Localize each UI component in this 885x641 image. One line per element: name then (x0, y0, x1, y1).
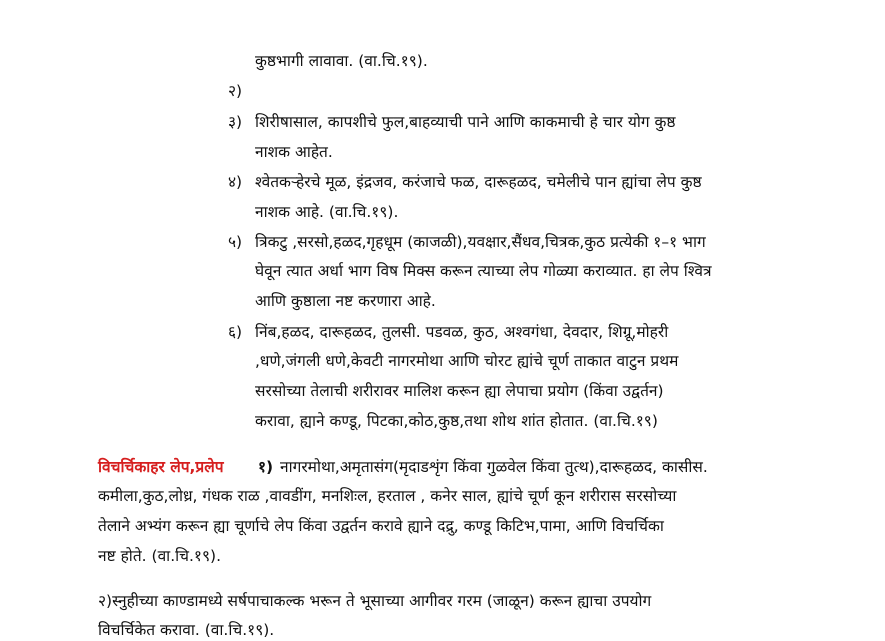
section-first-number: १) (258, 458, 274, 476)
item-3-line-2: नाशक आहेत. (255, 143, 333, 161)
item-number-4: ४) (228, 173, 243, 191)
item-number-2: २) (228, 82, 243, 100)
item-6-line-2: ,धणे,जंगली धणे,केवटी नागरमोथा आणि चोरट ह्यांचे चूर्ण ताकात वाटुन प्रथम (255, 352, 679, 370)
section-line-2: कमीला,कुठ,लोध्र, गंधक राळ ,वावडींग, मनशिःल, हरताल , कनेर साल, ह्यांचे चूर्ण कून शरीरास सरसोच्या (98, 487, 677, 505)
item-5-line-2: घेवून त्यात अर्धा भाग विष मिक्स करून त्याच्या लेप गोळ्या कराव्यात. हा लेप श्वित्र (255, 262, 712, 280)
section-line-1: नागरमोथा,अमृतासंग(मृदाडशृंग किंवा गुळवेल किंवा तुत्थ),दारूहळद, कासीस. (280, 458, 708, 476)
item-5-line-3: आणि कुष्ठाला नष्ट करणारा आहे. (255, 292, 436, 310)
section-line-3: तेलाने अभ्यंग करून ह्या चूर्णाचे लेप किंवा उद्वर्तन करावे ह्याने दद्रु, कण्डू किटिभ,पामा, आणि विचर्चिका (98, 517, 664, 535)
item-number-6: ६) (228, 323, 243, 341)
section-heading: विचर्चिकाहर लेप,प्रलेप (98, 458, 224, 476)
item-number-3: ३) (228, 113, 243, 131)
item-4-line-2: नाशक आहे. (वा.चि.१९). (255, 203, 399, 221)
item-6-line-3: सरसोच्या तेलाची शरीरावर मालिश करून ह्या लेपाचा प्रयोग (किंवा उद्वर्तन) (255, 382, 664, 400)
para-2-line-2: विचर्चिकेत करावा. (वा.चि.१९). (98, 621, 275, 639)
item-3-line-1: शिरीषासाल, कापशीचे फुल,बाहव्याची पाने आणि काकमाची हे चार योग कुष्ठ (255, 113, 676, 131)
item-6-line-1: निंब,हळद, दारूहळद, तुलसी. पडवळ, कुठ, अश्वगंधा, देवदार, शिग्रू,मोहरी (255, 323, 669, 341)
continuation-line: कुष्ठभागी लावावा. (वा.चि.१९). (255, 52, 428, 70)
item-4-line-1: श्वेतकऱ्हेरचे मूळ, इंद्रजव, करंजाचे फळ, दारूहळद, चमेलीचे पान ह्यांचा लेप कुष्ठ (255, 173, 702, 191)
para-2-line-1: २)स्नुहीच्या काण्डामध्ये सर्षपाचाकल्क भरून ते भूसाच्या आगीवर गरम (जाळून) करून ह्याचा उपयोग (98, 592, 652, 610)
section-line-4: नष्ट होते. (वा.चि.१९). (98, 547, 222, 565)
item-number-5: ५) (228, 233, 243, 251)
item-5-line-1: त्रिकटु ,सरसो,हळद,गृहधूम (काजळी),यवक्षार,सैंधव,चित्रक,कुठ प्रत्येकी १–१ भाग (255, 233, 706, 251)
item-6-line-4: करावा, ह्याने कण्डू, पिटका,कोठ,कुष्ठ,तथा शोथ शांत होतात. (वा.चि.१९) (255, 412, 658, 430)
